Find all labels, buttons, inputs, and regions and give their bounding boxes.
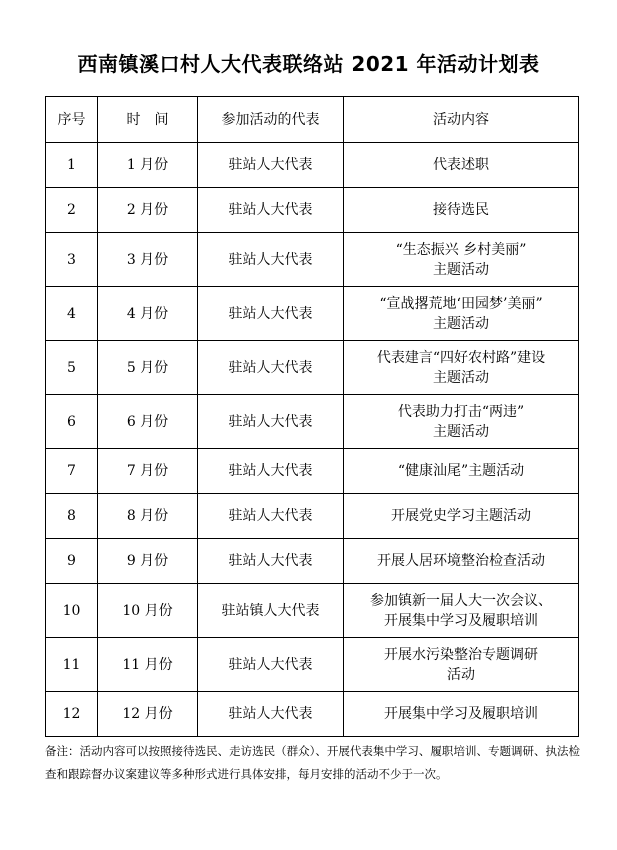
activity-content-line: 接待选民 xyxy=(433,202,489,218)
table-row xyxy=(46,287,579,341)
activity-content-line: 开展集中学习及履职培训 xyxy=(384,612,538,629)
cell-number: 2 xyxy=(46,188,98,233)
cell-number: 10 xyxy=(46,584,98,638)
table-row xyxy=(46,638,579,692)
activity-content-line: “健康汕尾”主题活动 xyxy=(397,463,525,479)
activity-content-line: 主题活动 xyxy=(433,369,489,386)
header-activity-content: 活动内容 xyxy=(344,97,579,143)
cell-number: 3 xyxy=(46,233,98,287)
footnote: 备注：活动内容可以按照接待选民、走访选民（群众）、开展代表集中学习、履职培训、专题调研、执法检查和跟踪督办议案建议等多种形式进行具体安排，每月安排的活动不少于一次。 xyxy=(45,744,580,781)
cell-activity-content xyxy=(344,584,579,638)
cell-time: 9 月份 xyxy=(98,539,198,584)
cell-time: 3 月份 xyxy=(98,233,198,287)
cell-number: 11 xyxy=(46,638,98,692)
activity-content-line: “宣战撂荒地‘田园梦’美丽” xyxy=(379,295,543,312)
activity-content-line: 主题活动 xyxy=(433,315,489,332)
table-row xyxy=(46,233,579,287)
activity-content-line: 代表述职 xyxy=(433,157,489,173)
cell-number: 5 xyxy=(46,341,98,395)
table-row xyxy=(46,494,579,539)
table-row xyxy=(46,188,579,233)
cell-representatives: 驻站人大代表 xyxy=(198,287,344,341)
activity-content-line: 开展党史学习主题活动 xyxy=(391,508,531,524)
activity-content-line: 开展集中学习及履职培训 xyxy=(384,706,538,722)
cell-time: 12 月份 xyxy=(98,692,198,737)
cell-number: 1 xyxy=(46,143,98,188)
cell-activity-content xyxy=(344,341,579,395)
cell-activity-content xyxy=(344,143,579,188)
cell-activity-content xyxy=(344,692,579,737)
cell-time: 4 月份 xyxy=(98,287,198,341)
cell-number: 9 xyxy=(46,539,98,584)
cell-activity-content xyxy=(344,449,579,494)
table-header-row xyxy=(46,97,579,143)
cell-time: 10 月份 xyxy=(98,584,198,638)
cell-representatives: 驻站人大代表 xyxy=(198,341,344,395)
cell-time: 6 月份 xyxy=(98,395,198,449)
activity-content-line: 开展水污染整治专题调研 xyxy=(384,646,538,663)
table-row xyxy=(46,584,579,638)
cell-number: 4 xyxy=(46,287,98,341)
activity-content-line: 代表助力打击“两违” xyxy=(397,403,525,420)
activity-plan-table xyxy=(45,96,579,737)
table-row xyxy=(46,692,579,737)
cell-time: 5 月份 xyxy=(98,341,198,395)
table-body xyxy=(46,143,579,737)
activity-content-line: 主题活动 xyxy=(433,423,489,440)
cell-number: 8 xyxy=(46,494,98,539)
table-row xyxy=(46,449,579,494)
cell-time: 2 月份 xyxy=(98,188,198,233)
cell-representatives: 驻站镇人大代表 xyxy=(198,584,344,638)
document-title: 西南镇溪口村人大代表联络站 2021 年活动计划表 xyxy=(77,52,540,76)
cell-activity-content xyxy=(344,494,579,539)
cell-activity-content xyxy=(344,287,579,341)
table-row xyxy=(46,341,579,395)
cell-representatives: 驻站人大代表 xyxy=(198,638,344,692)
table-row xyxy=(46,539,579,584)
cell-number: 12 xyxy=(46,692,98,737)
cell-representatives: 驻站人大代表 xyxy=(198,143,344,188)
activity-content-line: “生态振兴 乡村美丽” xyxy=(395,241,527,258)
cell-representatives: 驻站人大代表 xyxy=(198,188,344,233)
cell-representatives: 驻站人大代表 xyxy=(198,449,344,494)
cell-time: 8 月份 xyxy=(98,494,198,539)
cell-activity-content xyxy=(344,188,579,233)
cell-activity-content xyxy=(344,638,579,692)
header-number: 序号 xyxy=(46,97,98,143)
cell-representatives: 驻站人大代表 xyxy=(198,494,344,539)
activity-content-line: 代表建言“四好农村路”建设 xyxy=(376,349,546,366)
cell-activity-content xyxy=(344,539,579,584)
cell-time: 1 月份 xyxy=(98,143,198,188)
cell-representatives: 驻站人大代表 xyxy=(198,539,344,584)
activity-content-line: 主题活动 xyxy=(433,261,489,278)
table-row xyxy=(46,395,579,449)
header-representatives: 参加活动的代表 xyxy=(198,97,344,143)
cell-representatives: 驻站人大代表 xyxy=(198,692,344,737)
activity-content-line: 活动 xyxy=(447,666,475,683)
activity-content-line: 开展人居环境整治检查活动 xyxy=(377,553,545,569)
cell-activity-content xyxy=(344,395,579,449)
cell-number: 6 xyxy=(46,395,98,449)
header-time: 时 间 xyxy=(98,97,198,143)
cell-time: 11 月份 xyxy=(98,638,198,692)
cell-activity-content xyxy=(344,233,579,287)
cell-number: 7 xyxy=(46,449,98,494)
cell-time: 7 月份 xyxy=(98,449,198,494)
cell-representatives: 驻站人大代表 xyxy=(198,233,344,287)
cell-representatives: 驻站人大代表 xyxy=(198,395,344,449)
activity-content-line: 参加镇新一届人大一次会议、 xyxy=(370,592,552,609)
table-row xyxy=(46,143,579,188)
